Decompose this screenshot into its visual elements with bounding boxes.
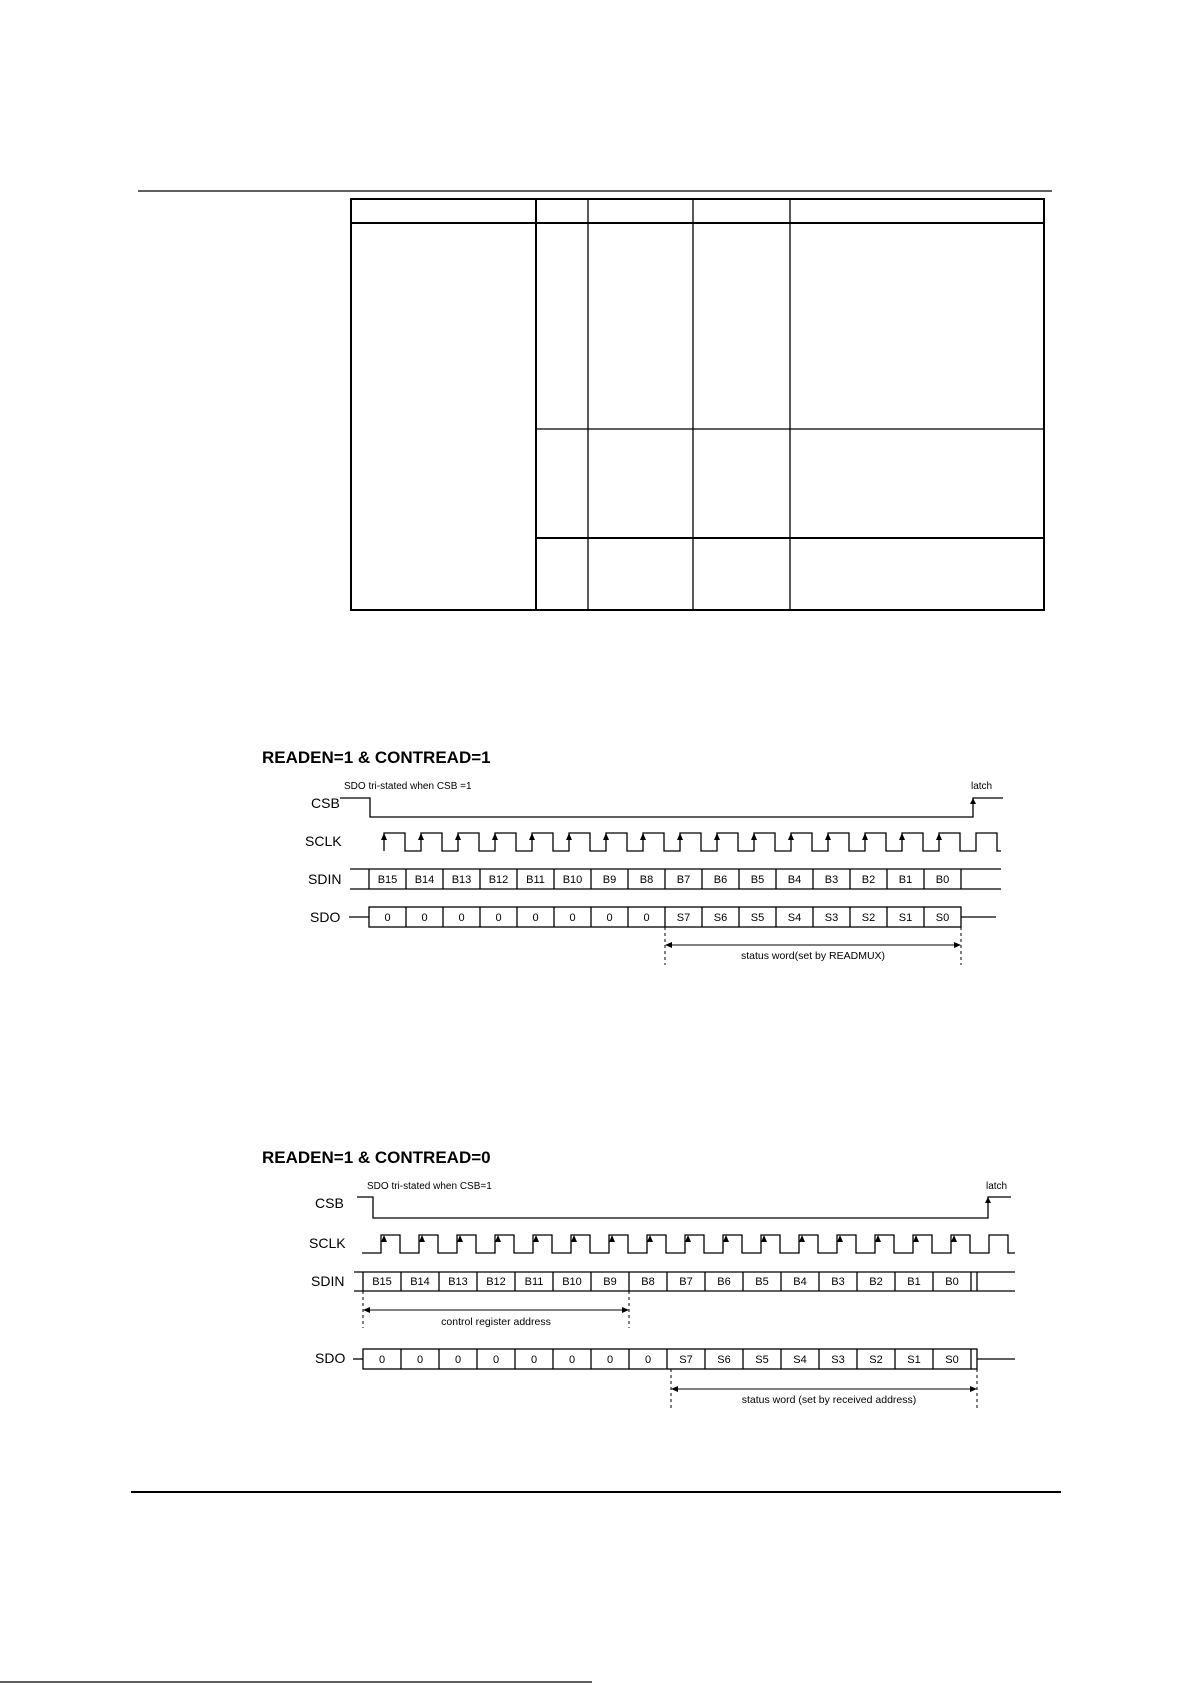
sdo-bit-labels	[379, 1354, 959, 1366]
sdo-bit: 0	[458, 912, 465, 924]
sdo-bit: S7	[676, 912, 691, 924]
sdin-label: SDIN	[308, 871, 342, 887]
sdo-bit: 0	[384, 912, 391, 924]
sdin-bit: B11	[524, 1276, 544, 1288]
sdin-bit-labels	[372, 1276, 959, 1288]
sdin-bit: B3	[824, 874, 839, 886]
sdin-bit: B3	[831, 1276, 845, 1288]
sdo-bit: 0	[416, 1354, 424, 1366]
sdin-bit: B15	[377, 874, 398, 886]
sdin-bit: B10	[562, 1276, 582, 1288]
sdo-label: SDO	[310, 909, 341, 925]
sdo-bit: S2	[869, 1354, 883, 1366]
latch-label: latch	[986, 1181, 1008, 1192]
sdo-bit: S7	[679, 1354, 693, 1366]
register-table	[351, 199, 1044, 610]
timing-diagram-contread-0	[262, 1148, 1015, 1409]
sdo-bit: 0	[568, 1354, 576, 1366]
sdin-bit: B12	[488, 874, 509, 886]
sdo-bit: S5	[755, 1354, 769, 1366]
sclk-rising-edge-arrows	[381, 1235, 957, 1242]
sdin-bit: B1	[907, 1276, 921, 1288]
latch-arrow	[970, 798, 976, 804]
sdin-bit: B4	[787, 874, 802, 886]
sdo-bit: 0	[492, 1354, 500, 1366]
sdo-bit: S0	[935, 912, 950, 924]
csb-waveform	[340, 798, 1003, 817]
sclk-rising-edge-arrows	[381, 833, 942, 840]
sdo-bit: S6	[713, 912, 728, 924]
sdin-bit: B8	[639, 874, 654, 886]
sdo-bit: 0	[495, 912, 502, 924]
diagram-title: READEN=1 & CONTREAD=0	[262, 1148, 491, 1167]
sdo-bit: 0	[530, 1354, 538, 1366]
sdin-bit: B6	[713, 874, 728, 886]
sdin-bit: B5	[750, 874, 765, 886]
tristate-note: SDO tri-stated when CSB =1	[344, 781, 472, 792]
sdo-bit: S5	[750, 912, 765, 924]
sdo-bit: 0	[421, 912, 428, 924]
sdin-label: SDIN	[311, 1273, 345, 1289]
sdin-bit: B11	[526, 874, 545, 886]
sdin-bit: B0	[945, 1276, 959, 1288]
sdin-bit: B1	[898, 874, 913, 886]
sdo-bit: S1	[907, 1354, 921, 1366]
latch-arrow	[985, 1197, 991, 1203]
sdin-bit: B2	[869, 1276, 883, 1288]
sdo-bit: 0	[644, 1354, 652, 1366]
sdin-bit: B6	[717, 1276, 731, 1288]
sdo-bit: S4	[793, 1354, 807, 1366]
sdo-bit: S3	[824, 912, 839, 924]
sdo-bit: 0	[532, 912, 539, 924]
sdin-bit: B14	[414, 874, 435, 886]
sdo-bit: 0	[378, 1354, 386, 1366]
sdo-bit: 0	[606, 912, 613, 924]
sdo-bit: 0	[454, 1354, 462, 1366]
sclk-label: SCLK	[309, 1235, 346, 1251]
sdo-bit: S6	[717, 1354, 731, 1366]
sdin-bit: B9	[602, 874, 617, 886]
sclk-waveform	[384, 833, 1001, 851]
csb-waveform	[357, 1197, 1011, 1218]
sdo-bit: 0	[569, 912, 576, 924]
sdin-bit: B4	[793, 1276, 807, 1288]
timing-diagram-contread-1	[262, 748, 1003, 965]
sdo-label: SDO	[315, 1350, 346, 1366]
address-annotation: control register address	[441, 1316, 551, 1328]
csb-label: CSB	[311, 795, 340, 811]
sdin-bit: B8	[641, 1276, 655, 1288]
sdin-bit-labels	[378, 874, 950, 886]
sdo-bit: S3	[831, 1354, 845, 1366]
sdin-bit: B12	[486, 1276, 506, 1288]
tristate-note: SDO tri-stated when CSB=1	[367, 1181, 492, 1192]
sdo-bit: S0	[945, 1354, 959, 1366]
sdo-bit-labels	[384, 912, 949, 924]
table-frame	[351, 199, 1044, 610]
sdin-bit: B9	[603, 1276, 617, 1288]
sdin-bit: B0	[935, 874, 950, 886]
diagram-title: READEN=1 & CONTREAD=1	[262, 748, 491, 767]
sdo-bit: S2	[861, 912, 876, 924]
sdo-bit: S4	[787, 912, 802, 924]
sdin-bit: B5	[755, 1276, 769, 1288]
sdin-bit: B7	[676, 874, 691, 886]
sdin-bit: B13	[451, 874, 472, 886]
sdin-bit: B13	[448, 1276, 468, 1288]
sclk-label: SCLK	[305, 833, 342, 849]
sdin-bit: B15	[372, 1276, 392, 1288]
sdin-bit: B2	[861, 874, 876, 886]
sdo-bit: S1	[898, 912, 913, 924]
sdo-bit: 0	[643, 912, 650, 924]
sdin-bit: B10	[562, 874, 583, 886]
status-word-annotation: status word (set by received address)	[741, 1394, 917, 1406]
sdin-bit: B7	[679, 1276, 693, 1288]
csb-label: CSB	[315, 1195, 344, 1211]
status-word-annotation: status word(set by READMUX)	[740, 950, 886, 962]
sdin-bit: B14	[410, 1276, 430, 1288]
sdo-bit: 0	[606, 1354, 614, 1366]
latch-label: latch	[971, 781, 993, 792]
